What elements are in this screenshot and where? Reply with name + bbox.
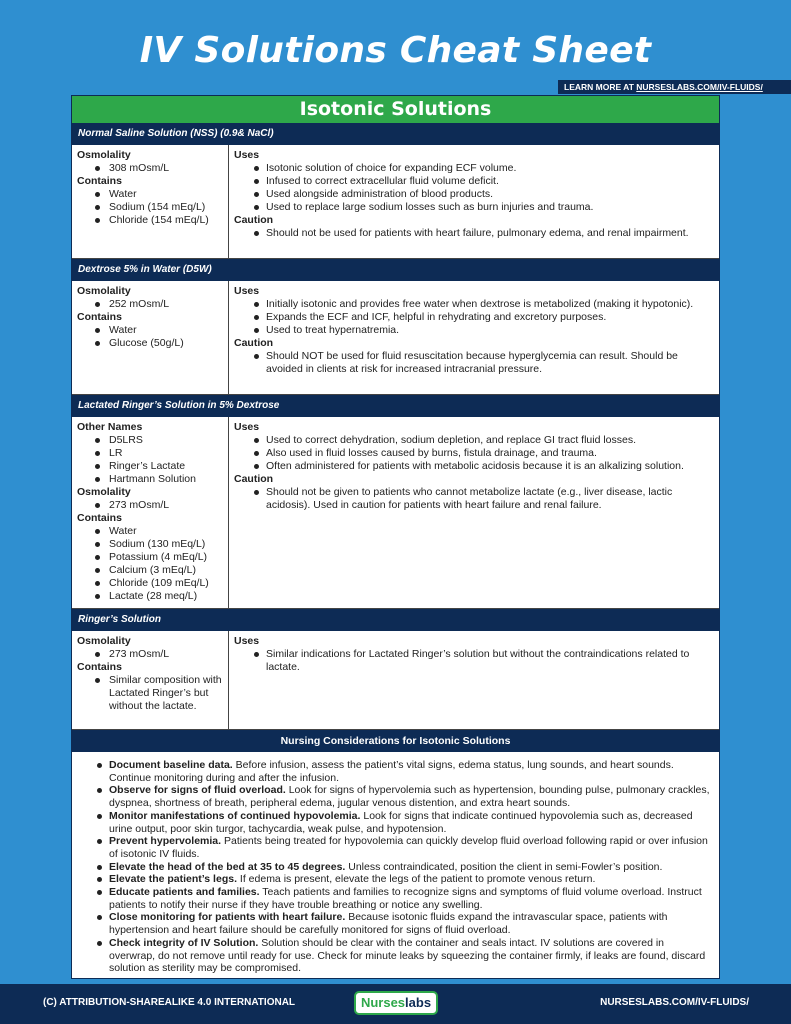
list-item: Initially isotonic and provides free water when dextrose is metabolized (making it hypotonic). [234,298,711,311]
group-list [77,499,224,512]
group-list [234,162,711,214]
logo-text-labs: labs [405,995,432,1010]
learn-more-link[interactable]: NURSESLABS.COM/IV-FLUIDS/ [636,82,763,92]
list-item: 308 mOsm/L [77,162,224,175]
list-item: Expands the ECF and ICF, helpful in rehydrating and excretory purposes. [234,311,711,324]
nursing-item [77,886,711,911]
group-list [77,324,224,350]
group-heading: Osmolality [77,635,131,647]
list-item: Often administered for patients with metabolic acidosis because it is an alkalizing solution. [234,460,711,473]
list-item: Water [77,324,224,337]
group-list [234,298,711,337]
list-item: Should not be given to patients who cannot metabolize lactate (e.g., liver disease, lactic acidosis). Used in caution for patients with heart failure and renal failure. [234,486,711,512]
list-item: Water [77,188,224,201]
group-heading: Caution [234,214,274,226]
group-list [77,674,224,713]
list-item: 252 mOsm/L [77,298,224,311]
nursing-item-title: Check integrity of IV Solution. [109,936,259,949]
section-header: Isotonic Solutions [72,96,719,123]
nursing-item-text: Because isotonic fluids expand the intravascular space, patients with hypertension and heart failure should be carefully monitored for signs of fluid overload. [109,911,668,937]
list-item: Infused to correct extracellular fluid volume deficit. [234,175,711,188]
group-heading: Uses [234,149,260,161]
group-heading: Uses [234,421,260,433]
group-heading: Caution [234,473,274,485]
list-item: Used alongside administration of blood products. [234,188,711,201]
logo-text-nurses: Nurses [360,995,406,1010]
nursing-item [77,873,711,886]
group-list [77,525,224,603]
nursing-item [77,759,711,784]
solution-right-column [229,145,719,258]
group-heading: Contains [77,512,122,524]
nursing-item-title: Elevate the head of the bed at 35 to 45 degrees. [109,860,346,873]
list-item: 273 mOsm/L [77,648,224,661]
group-heading: Osmolality [77,486,131,498]
nursing-item-text: Patients being treated for hypovolemia can quickly develop fluid overload following rapid or over infusion of isotonic IV fluids. [109,835,708,860]
solution-left-column [72,417,229,608]
solution-details [72,145,719,259]
nursing-item-text: Look for signs of hypervolemia such as hypertension, bounding pulse, pulmonary crackles, dyspnea, shortness of breath, peripheral edema, jugular venous distention, and extra heart sounds. [109,784,710,810]
nursing-item-title: Educate patients and families. [109,886,260,899]
nursing-item-title: Document baseline data. [109,759,233,771]
list-item: Used to replace large sodium losses such as burn injuries and trauma. [234,201,711,214]
group-list [77,434,224,486]
group-list [77,188,224,227]
list-item: Water [77,525,224,538]
group-heading: Uses [234,285,260,297]
list-item: Sodium (130 mEq/L) [77,538,224,551]
group-heading: Uses [234,635,260,647]
list-item: D5LRS [77,434,224,447]
group-list [77,648,224,661]
footer [0,984,791,1024]
footer-copyright: (C) ATTRIBUTION-SHAREALIKE 4.0 INTERNATIONAL [43,997,296,1008]
solutions-list [72,123,719,730]
learn-more-banner [558,80,791,94]
group-list [234,434,711,473]
list-item: Glucose (50g/L) [77,337,224,350]
nursing-item [77,784,711,809]
solution-right-column [229,631,719,729]
group-heading: Contains [77,311,122,323]
group-heading: Other Names [77,421,143,433]
list-item: LR [77,447,224,460]
solution-details [72,417,719,609]
group-list [234,227,711,240]
solution-name: Dextrose 5% in Water (D5W) [72,259,719,281]
list-item: Similar composition with Lactated Ringer’s but without the lactate. [77,674,224,713]
solution-name: Ringer’s Solution [72,609,719,631]
nursing-item [77,937,711,975]
list-item: Isotonic solution of choice for expanding ECF volume. [234,162,711,175]
nursing-item [77,810,711,835]
solution-left-column [72,631,229,729]
nurseslabs-logo[interactable] [354,991,438,1015]
group-list [234,350,711,376]
solution-right-column [229,417,719,608]
list-item: Also used in fluid losses caused by burns, fistula drainage, and trauma. [234,447,711,460]
solution-name: Normal Saline Solution (NSS) (0.9& NaCl) [72,123,719,145]
nursing-item-text: Before infusion, assess the patient’s vital signs, edema status, lung sounds, and heart sounds. Continue monitoring during and after the infusion. [109,759,674,784]
list-item: Sodium (154 mEq/L) [77,201,224,214]
nursing-considerations-header: Nursing Considerations for Isotonic Solutions [72,730,719,752]
list-item: Calcium (3 mEq/L) [77,564,224,577]
group-list [77,298,224,311]
list-item: Used to treat hypernatremia. [234,324,711,337]
group-heading: Osmolality [77,149,131,161]
solution-left-column [72,145,229,258]
list-item: Lactate (28 meq/L) [77,590,224,603]
list-item: Hartmann Solution [77,473,224,486]
group-heading: Contains [77,661,122,673]
solution-name: Lactated Ringer’s Solution in 5% Dextrose [72,395,719,417]
learn-more-prefix: LEARN MORE AT [564,82,637,92]
group-heading: Caution [234,337,274,349]
nursing-item-title: Monitor manifestations of continued hypovolemia. [109,809,361,822]
solution-details [72,281,719,395]
list-item: Should not be used for patients with heart failure, pulmonary edema, and renal impairment. [234,227,711,240]
footer-site-link[interactable]: NURSESLABS.COM/IV-FLUIDS/ [600,997,749,1008]
nursing-item [77,835,711,860]
nursing-item-text: Teach patients and families to recognize signs and symptoms of fluid volume overload. Instruct patients to notify their nurse if they have trouble breathing or notice any swelling. [109,886,702,911]
list-item: Similar indications for Lactated Ringer’s solution but without the contraindications related to lactate. [234,648,711,674]
group-list [77,162,224,175]
group-heading: Osmolality [77,285,131,297]
nursing-considerations [72,752,719,979]
nursing-item-title: Observe for signs of fluid overload. [109,784,286,797]
list-item: 273 mOsm/L [77,499,224,512]
group-list [234,648,711,674]
nursing-considerations-list [77,759,711,975]
nursing-item-text: Unless contraindicated, position the client in semi-Fowler’s position. [345,860,663,873]
page-title: IV Solutions Cheat Sheet [139,30,652,71]
nursing-item-title: Elevate the patient’s legs. [109,873,237,886]
list-item: Ringer’s Lactate [77,460,224,473]
solution-right-column [229,281,719,394]
solution-details [72,631,719,730]
cheat-sheet [71,95,720,979]
nursing-item-text: Look for signs that indicate continued hypovolemia such as, decreased urine output, poor skin turgor, tachycardia, weak pulse, and hypotension. [109,809,693,835]
list-item: Should NOT be used for fluid resuscitation because hyperglycemia can result. Should be avoided in clients at risk for increased intracranial pressure. [234,350,711,376]
nursing-item-text: Solution should be clear with the container and seals intact. IV solutions are covered in overwrap, do not remove until ready for use. Check for minute leaks by squeezing the container firmly, if leaks are found, discard solution as sterility may be compromised. [109,936,706,975]
nursing-item-title: Prevent hypervolemia. [109,835,222,848]
list-item: Potassium (4 mEq/L) [77,551,224,564]
list-item: Chloride (109 mEq/L) [77,577,224,590]
nursing-item-text: If edema is present, elevate the legs of the patient to promote venous return. [237,873,596,886]
list-item: Used to correct dehydration, sodium depletion, and replace GI tract fluid losses. [234,434,711,447]
nursing-item [77,861,711,874]
group-heading: Contains [77,175,122,187]
group-list [234,486,711,512]
solution-left-column [72,281,229,394]
list-item: Chloride (154 mEq/L) [77,214,224,227]
nursing-item-title: Close monitoring for patients with heart failure. [109,911,346,924]
nursing-item [77,911,711,936]
